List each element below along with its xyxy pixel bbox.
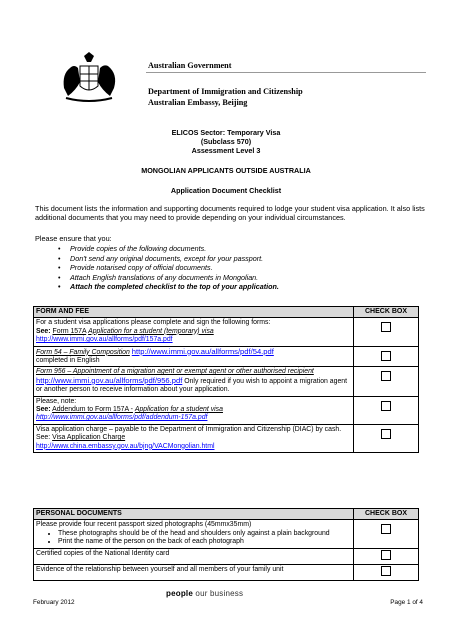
logo-thin: our business [195, 589, 244, 598]
table-row [34, 367, 419, 396]
footer-date: February 2012 [33, 599, 75, 606]
table-row [34, 548, 419, 564]
level-title: Assessment Level 3 [191, 146, 261, 155]
checkbox[interactable] [381, 566, 391, 576]
checkbox[interactable] [381, 351, 391, 361]
row-text: Visa application charge – payable to the Department of Immigration and Citizenship (DIAC) by cash. [36, 425, 342, 433]
ensure-line: Please ensure that you: [35, 234, 112, 243]
charge-link[interactable]: http://www.china.embassy.gov.au/bjng/VACMongolian.html [36, 442, 215, 450]
table-row [34, 318, 419, 346]
section-title: FORM AND FEE [34, 307, 354, 318]
checklist-title: Application Document Checklist [170, 186, 282, 195]
instruction-item: • Don't send any original documents, except for your passport. [58, 254, 418, 264]
page-number: Page 1 of 4 [390, 599, 423, 606]
form-name: Addendum to Form 157A - [52, 406, 133, 414]
form-name: Form 157A [52, 327, 87, 335]
table-row [34, 424, 419, 452]
government-name: Australian Government [148, 61, 232, 70]
table-row [34, 396, 419, 424]
form-fee-table [33, 306, 419, 453]
table-row [34, 565, 419, 581]
intro-paragraph: This document lists the information and supporting documents required to lodge your student visa application. It also lists additional documents that you may need to provide depending on your individual circumstances. [35, 204, 425, 222]
list-item: • Print the name of the person on the back of each photograph [58, 538, 351, 546]
checkbox[interactable] [381, 371, 391, 381]
form-link[interactable]: http://www.immi.gov.au/allforms/pdf/addendum-157a.pdf [36, 414, 208, 422]
section-title: PERSONAL DOCUMENTS [34, 509, 354, 520]
row-text: Certified copies of the National Identity card [34, 548, 354, 564]
row-text: Please provide four recent passport sized photographs (45mmx35mm) [36, 521, 252, 529]
subclass-title: (Subclass 570) [200, 137, 252, 146]
see-label: See: [36, 434, 51, 442]
row-text: completed in English [36, 357, 100, 365]
see-label: See: [36, 327, 51, 335]
row-text: Evidence of the relationship between yourself and all members of your family unit [34, 565, 354, 581]
list-item: • These photographs should be of the head and shoulders only against a plain background [58, 530, 351, 538]
checkbox[interactable] [381, 524, 391, 534]
department-name: Department of Immigration and Citizenship [148, 87, 303, 96]
form-link[interactable]: http://www.immi.gov.au/allforms/pdf/157a.pdf [36, 336, 173, 344]
instruction-item: • Attach English translations of any documents in Mongolian. [58, 273, 418, 283]
table-header [34, 307, 419, 318]
form-title: Application for a student visa [134, 406, 223, 414]
form-name: Form 54 – Family Composition [36, 348, 130, 356]
applicants-title: MONGOLIAN APPLICANTS OUTSIDE AUSTRALIA [141, 166, 311, 175]
charge-name: Visa Application Charge [52, 434, 126, 442]
form-link[interactable]: http://www.immi.gov.au/allforms/pdf/54.pdf [131, 346, 274, 356]
instruction-item: • Attach the completed checklist to the top of your application. [58, 282, 418, 292]
row-text: For a student visa applications please complete and sign the following forms: [36, 319, 271, 327]
checkbox[interactable] [381, 550, 391, 560]
see-label: See: [36, 406, 51, 414]
checkbox[interactable] [381, 322, 391, 332]
note-label: Please, note: [36, 397, 77, 405]
table-row [34, 520, 419, 548]
checkbox[interactable] [381, 429, 391, 439]
form-title: Application for a student (temporary) visa [88, 327, 214, 335]
embassy-name: Australian Embassy, Beijing [148, 98, 248, 107]
row-text: Only required if you wish to appoint a migration agent or another person to receive information about your application. [36, 377, 348, 394]
checkbox[interactable] [381, 401, 391, 411]
footer-logo [166, 589, 243, 598]
table-header [34, 509, 419, 520]
check-column-label: CHECK BOX [354, 509, 419, 520]
form-name: Form 956 – Appointment of a migration agent or exempt agent or other authorised recipient [36, 368, 314, 376]
sector-title: ELICOS Sector: Temporary Visa [171, 128, 281, 137]
form-link[interactable]: http://www.immi.gov.au/allforms/pdf/956.pdf [36, 375, 183, 385]
coat-of-arms-icon [58, 52, 120, 104]
table-row [34, 346, 419, 367]
instruction-item: • Provide copies of the following documents. [58, 244, 418, 254]
instruction-item: • Provide notarised copy of official documents. [58, 263, 418, 273]
personal-documents-table [33, 508, 419, 581]
instruction-list [58, 244, 418, 292]
logo-bold: people [166, 589, 193, 598]
check-column-label: CHECK BOX [354, 307, 419, 318]
photo-requirements [36, 530, 351, 547]
header-rule [146, 72, 426, 73]
